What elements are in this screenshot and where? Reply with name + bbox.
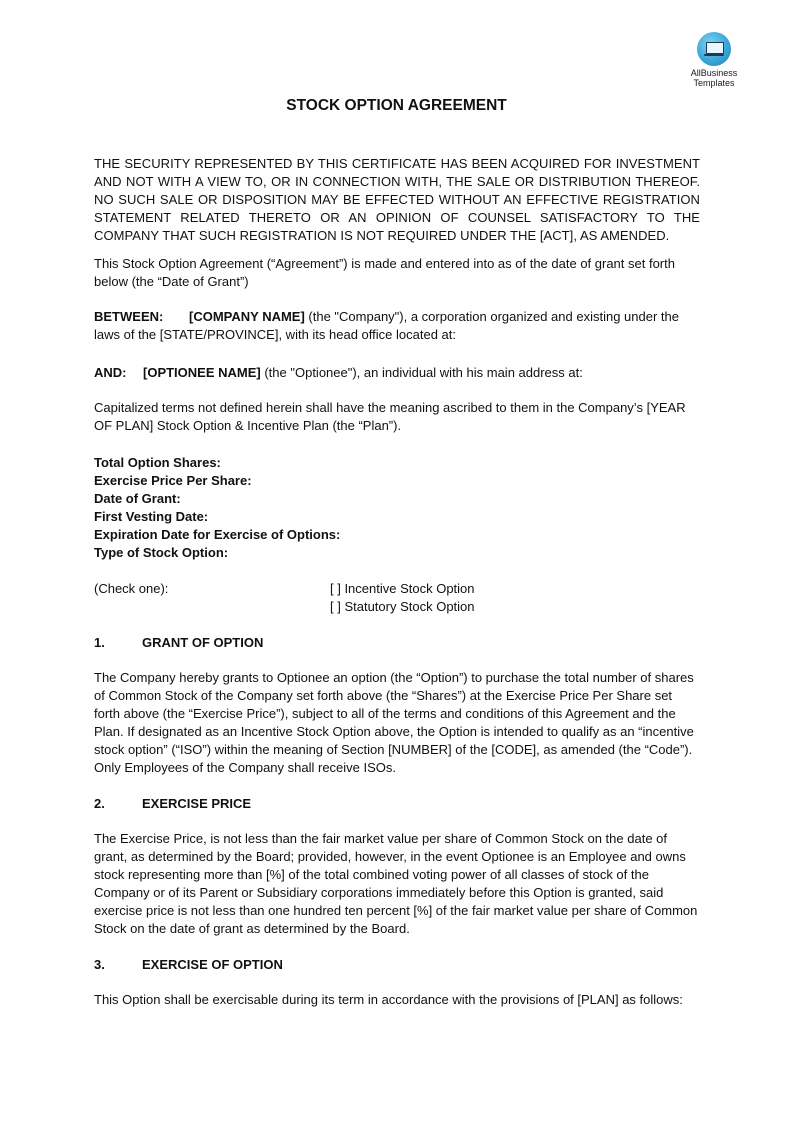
brand-logo <box>684 32 744 88</box>
section-1-heading <box>94 634 700 652</box>
option-details-list <box>94 454 700 562</box>
section-2-title: EXERCISE PRICE <box>142 796 252 811</box>
logo-line-1: AllBusiness <box>690 68 738 78</box>
section-3-title: EXERCISE OF OPTION <box>142 957 283 972</box>
intro-paragraph: This Stock Option Agreement (“Agreement”) is made and entered into as of the date of grant set forth below (the “Date of Grant”) <box>94 256 675 289</box>
between-text: (the "Company"), a corporation organized and existing under the laws of the [STATE/PROVINCE], with its head office located at: <box>94 309 679 342</box>
section-3-heading <box>94 956 700 974</box>
section-1-title: GRANT OF OPTION <box>142 635 264 650</box>
and-text: (the "Optionee"), an individual with his main address at: <box>260 365 583 380</box>
check-one-label: (Check one): <box>94 581 169 596</box>
document-title: STOCK OPTION AGREEMENT <box>286 97 507 114</box>
check-one-block <box>94 580 700 616</box>
between-paragraph <box>94 308 700 344</box>
section-3-number: 3. <box>94 957 105 972</box>
between-label: BETWEEN: <box>94 309 164 324</box>
optionee-name-placeholder: [OPTIONEE NAME] <box>143 365 261 380</box>
section-2-heading <box>94 795 700 813</box>
statutory-stock-option-checkbox[interactable]: [ ] Statutory Stock Option <box>330 599 475 614</box>
detail-total-option-shares: Total Option Shares: <box>94 455 221 470</box>
section-2-number: 2. <box>94 796 105 811</box>
securities-legend: THE SECURITY REPRESENTED BY THIS CERTIFICATE HAS BEEN ACQUIRED FOR INVESTMENT AND NOT WITH A VIEW TO, OR IN CONNECTION WITH, THE SALE OR DISTRIBUTION THEREOF. NO SUCH SALE OR DISPOSITION MAY BE EFFECTED WITHOUT AN EFFECTIVE REGISTRATION STATEMENT RELATED THERETO OR AN OPINION OF COUNSEL SATISFACTORY TO THE COMPANY THAT SUCH REGISTRATION IS NOT REQUIRED UNDER THE [ACT], AS AMENDED. <box>94 156 700 243</box>
detail-expiration-date: Expiration Date for Exercise of Options: <box>94 527 341 542</box>
section-2-text: The Exercise Price, is not less than the fair market value per share of Common Stock on the date of grant, as determined by the Board; provided, however, in the event Optionee is an Employee and owns stock representing more than [%] of the total combined voting power of all classes of stock of the Company or of its Parent or Subsidiary corporations immediately before this Option is granted, said exercise price is not less than one hundred ten percent [%] of the fair market value per share of Common Stock on the date of grant as determined by the Board. <box>94 831 698 936</box>
company-name-placeholder: [COMPANY NAME] <box>189 309 305 324</box>
laptop-icon <box>697 32 731 66</box>
section-3-text: This Option shall be exercisable during its term in accordance with the provisions of [PLAN] as follows: <box>94 992 683 1007</box>
detail-type-of-stock-option: Type of Stock Option: <box>94 545 229 560</box>
logo-text <box>684 68 744 88</box>
and-paragraph <box>94 364 700 382</box>
document-body <box>94 155 700 1009</box>
detail-exercise-price: Exercise Price Per Share: <box>94 473 252 488</box>
section-1-number: 1. <box>94 635 105 650</box>
detail-date-of-grant: Date of Grant: <box>94 491 181 506</box>
and-label: AND: <box>94 365 127 380</box>
capitalized-terms-paragraph: Capitalized terms not defined herein shall have the meaning ascribed to them in the Company’s [YEAR OF PLAN] Stock Option & Incentive Plan (the “Plan”). <box>94 400 686 433</box>
logo-line-2: Templates <box>693 78 735 88</box>
detail-first-vesting-date: First Vesting Date: <box>94 509 209 524</box>
incentive-stock-option-checkbox[interactable]: [ ] Incentive Stock Option <box>330 581 475 596</box>
section-1-text: The Company hereby grants to Optionee an option (the “Option”) to purchase the total number of shares of Common Stock of the Company set forth above (the “Shares”) at the Exercise Price Per Share set forth above (the “Exercise Price”), subject to all of the terms and conditions of this Agreement and the Plan. If designated as an Incentive Stock Option above, the Option is intended to qualify as an “incentive stock option” (“ISO”) within the meaning of Section [NUMBER] of the [CODE], as amended (the “Code”). Only Employees of the Company shall receive ISOs. <box>94 670 694 775</box>
